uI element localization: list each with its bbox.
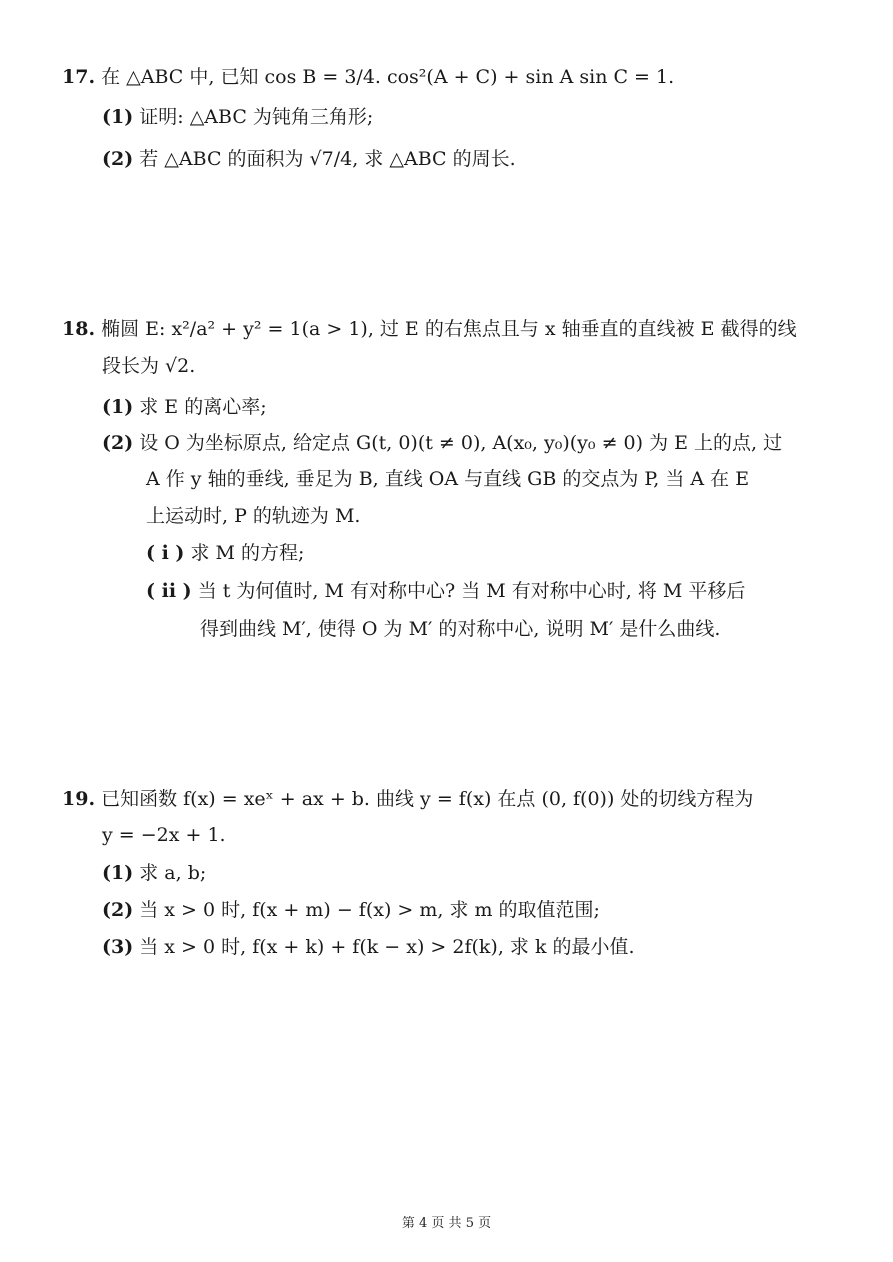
question-18-part-1 — [102, 398, 267, 417]
question-18-subpart-ii-line-1 — [146, 582, 745, 601]
question-19-stem-line-2 — [102, 826, 226, 845]
part-text: 若 △ABC 的面积为 √7/4, 求 △ABC 的周长. — [139, 148, 516, 170]
question-18-part-2-line-1 — [102, 434, 782, 453]
question-18-part-2-line-3 — [146, 507, 360, 526]
question-19-part-3 — [102, 938, 635, 957]
part-text: 求 E 的离心率; — [139, 396, 267, 418]
question-18-subpart-ii-line-2 — [200, 620, 720, 639]
part-label: (2) — [102, 432, 134, 454]
question-stem-text: 已知函数 f(x) = xeˣ + ax + b. 曲线 y = f(x) 在点 (0, f(0)) 处的切线方程为 — [101, 788, 754, 810]
question-18-stem-line-2 — [102, 357, 195, 376]
part-text: 当 x > 0 时, f(x + k) + f(k − x) > 2f(k), 求 k 的最小值. — [139, 936, 635, 958]
subpart-label: ( i ) — [146, 542, 185, 564]
question-19-stem-line-1 — [62, 790, 753, 809]
part-text: 求 a, b; — [139, 862, 207, 884]
question-17-stem — [62, 68, 674, 87]
part-text: 上运动时, P 的轨迹为 M. — [146, 505, 361, 527]
part-label: (1) — [102, 862, 134, 884]
question-stem-text: y = −2x + 1. — [102, 824, 226, 846]
question-19-part-1 — [102, 864, 206, 883]
subpart-text: 当 t 为何值时, M 有对称中心? 当 M 有对称中心时, 将 M 平移后 — [197, 580, 746, 602]
question-stem-text: 椭圆 E: x²/a² + y² = 1(a > 1), 过 E 的右焦点且与 x 轴垂直的直线被 E 截得的线 — [101, 318, 797, 340]
subpart-text: 得到曲线 M′, 使得 O 为 M′ 的对称中心, 说明 M′ 是什么曲线. — [200, 618, 721, 640]
part-text: 设 O 为坐标原点, 给定点 G(t, 0)(t ≠ 0), A(x₀, y₀)(y₀ ≠ 0) 为 E 上的点, 过 — [139, 432, 783, 454]
subpart-text: 求 M 的方程; — [190, 542, 305, 564]
question-18-subpart-i — [146, 544, 304, 563]
question-stem-text: 段长为 √2. — [102, 355, 196, 377]
subpart-label: ( ii ) — [146, 580, 192, 602]
page-footer: 第 4 页 共 5 页 — [401, 1216, 492, 1231]
part-label: (2) — [102, 899, 134, 921]
question-number: 18. — [62, 318, 96, 340]
question-18-part-2-line-2 — [146, 470, 749, 489]
question-19-part-2 — [102, 901, 600, 920]
question-number: 17. — [62, 66, 96, 88]
part-label: (1) — [102, 396, 134, 418]
part-label: (1) — [102, 106, 134, 128]
part-label: (3) — [102, 936, 134, 958]
question-18-stem-line-1 — [62, 320, 797, 339]
part-text: A 作 y 轴的垂线, 垂足为 B, 直线 OA 与直线 GB 的交点为 P, 当 A 在 E — [146, 468, 750, 490]
part-text: 证明: △ABC 为钝角三角形; — [139, 106, 374, 128]
question-number: 19. — [62, 788, 96, 810]
question-17-part-1 — [102, 108, 373, 127]
part-text: 当 x > 0 时, f(x + m) − f(x) > m, 求 m 的取值范围; — [139, 899, 600, 921]
question-17-part-2 — [102, 150, 516, 169]
part-label: (2) — [102, 148, 134, 170]
question-stem-text: 在 △ABC 中, 已知 cos B = 3/4. cos²(A + C) + sin A sin C = 1. — [101, 66, 675, 88]
